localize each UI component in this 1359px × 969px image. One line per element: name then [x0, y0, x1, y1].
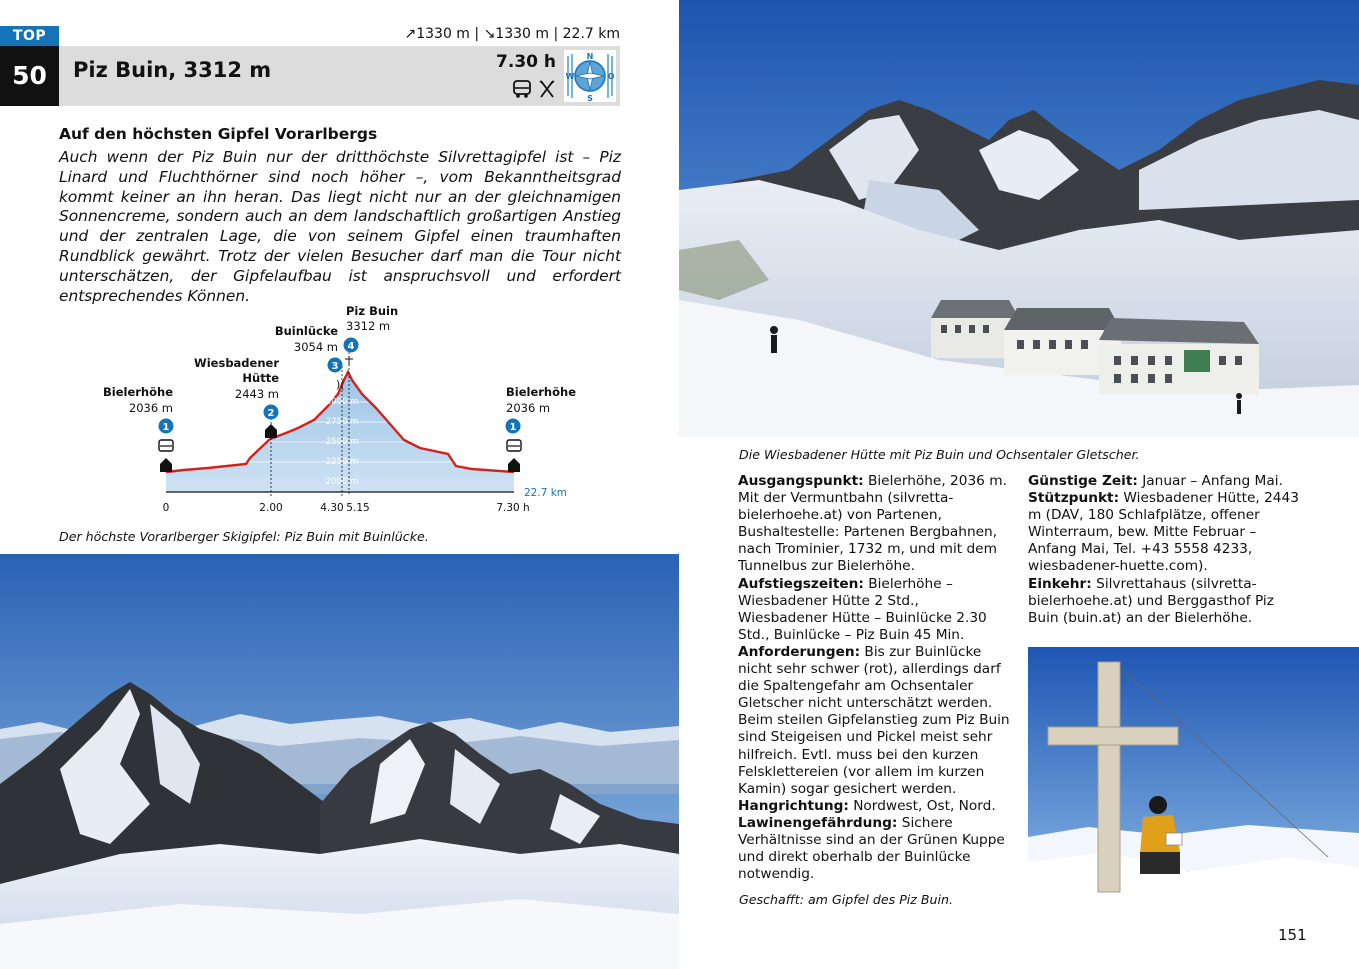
y-label-2250: 2250 m — [325, 457, 359, 467]
tour-number: 50 — [0, 46, 59, 106]
point-marker-4: 4 — [347, 341, 355, 352]
hut-icon — [160, 458, 172, 472]
x-label-515: 5.15 — [346, 502, 370, 514]
hut-icon — [508, 458, 520, 472]
y-label-2500: 2500 m — [325, 437, 359, 447]
svg-text:)(: )( — [336, 378, 345, 391]
compass-w: W — [565, 72, 575, 81]
point-name-pizbuin: Piz Buin — [346, 304, 399, 318]
point-name-hut-2: Hütte — [242, 371, 279, 385]
intro-subtitle: Auf den höchsten Gipfel Vorarlbergs — [59, 125, 378, 143]
top-badge: TOP — [0, 26, 59, 46]
caption-buin-photo: Der höchste Vorarlberger Skigipfel: Piz Buin mit Buinlücke. — [59, 529, 429, 544]
info-column-left — [738, 473, 1010, 883]
compass-s: S — [587, 94, 593, 102]
info-base: Stützpunkt: Wiesbadener Hütte, 2443 m (DAV, 180 Schlafplätze, offener Winterraum, bew. Mitte Februar – Anfang Mai, Tel. +43 5558 4233, wiesbadener-huette.com). — [1028, 490, 1299, 575]
info-requirements: Anforderungen: Bis zur Buinlücke nicht sehr schwer (rot), allerdings darf die Spaltengefahr am Ochsentaler Gletscher nicht unterschätzt werden. Beim steilen Gipfelanstieg zum Piz Buin sind Steigeisen und Pickel meist sehr hilfreich. Evtl. muss bei den kurzen Felsklettereien (vor allem im kurzen Kamin) sogar gesichert werden. — [738, 643, 1010, 797]
compass-o: O — [607, 72, 615, 81]
tour-duration: 7.30 h — [496, 52, 556, 72]
info-ascent: Aufstiegszeiten: Bielerhöhe – Wiesbadener Hütte 2 Std., Wiesbadener Hütte – Buinlücke 2.30 Std., Buinlücke – Piz Buin 45 Min. — [738, 575, 987, 643]
y-label-2000: 2000 m — [325, 477, 359, 487]
point-alt-buinluecke: 3054 m — [293, 340, 338, 354]
info-slope: Hangrichtung: Nordwest, Ost, Nord. — [738, 797, 996, 814]
hut-icon — [265, 424, 277, 438]
tour-icons — [512, 79, 557, 99]
y-label-2750: 2750 m — [325, 417, 359, 427]
point-name-hut-1: Wiesbadener — [194, 356, 279, 370]
info-stop: Einkehr: Silvrettahaus (silvretta-bielerhoehe.at) und Berggasthof Piz Buin (buin.at) an der Bielerhöhe. — [1028, 575, 1274, 626]
photo-piz-buin — [0, 554, 679, 969]
page-number: 151 — [1278, 926, 1307, 944]
x-label-430: 4.30 — [320, 502, 344, 514]
intro-text: Auch wenn der Piz Buin nur der dritthöchste Silvrettagipfel ist – Piz Linard und Fluchthörner sind noch höher –, vom Bekanntheitsgrad kommt keiner an ihn heran. Das liegt nicht nur an der gleichnamigen Sonnencreme, sondern auch an dem landschaftlich großartigen Anstieg und der zentralen Lage, die von seinem Gipfel einen traumhaften Rundblick gewährt. Trotz der vielen Besucher darf man die Tour nicht unterschätzen, der Gipfelaufbau ist anspruchsvoll und erfordert entsprechendes Können. — [59, 148, 621, 305]
point-alt-hut: 2443 m — [234, 387, 279, 401]
info-avalanche: Lawinengefährdung: Sichere Verhältnisse sind an der Grünen Kuppe und direkt oberhalb der Buinlücke notwendig. — [738, 814, 1005, 883]
point-name-bielerhoehe: Bielerhöhe — [103, 385, 173, 399]
tour-stats: ↗1330 m | ↘1330 m | 22.7 km — [404, 26, 620, 42]
elevation-profile — [100, 300, 580, 520]
info-start: Ausgangspunkt: Bielerhöhe, 2036 m. Mit der Vermuntbahn (silvretta-bielerhoehe.at) von Partenen, Bushaltestelle: Partenen Bergbahnen, nach Trominier, 1732 m, und mit dem Tunnelbus zur Bielerhöhe. — [738, 473, 1007, 575]
profile-distance: 22.7 km — [524, 487, 568, 499]
x-label-0: 0 — [162, 502, 170, 514]
caption-hut-photo: Die Wiesbadener Hütte mit Piz Buin und Ochsentaler Gletscher. — [739, 447, 1140, 462]
x-label-2: 2.00 — [259, 502, 283, 514]
y-label-3000: 3000 m — [325, 397, 359, 407]
restaurant-icon — [537, 79, 557, 99]
x-label-730: 7.30 h — [496, 502, 530, 514]
point-alt-pizbuin: 3312 m — [346, 319, 391, 333]
point-marker-1-end: 1 — [509, 422, 517, 433]
bus-icon — [512, 79, 532, 99]
point-name-bielerhoehe-end: Bielerhöhe — [506, 385, 576, 399]
info-column-right — [1028, 473, 1306, 627]
photo-wiesbadener-huette — [679, 0, 1359, 437]
point-marker-2: 2 — [267, 408, 275, 419]
point-name-buinluecke: Buinlücke — [274, 324, 338, 338]
point-marker-1: 1 — [162, 422, 170, 433]
point-alt-bielerhoehe: 2036 m — [128, 401, 173, 415]
compass-icon — [564, 50, 616, 102]
point-alt-bielerhoehe-end: 2036 m — [506, 401, 551, 415]
info-time: Günstige Zeit: Januar – Anfang Mai. — [1028, 473, 1283, 489]
point-marker-3: 3 — [331, 361, 339, 372]
caption-summit-photo: Geschafft: am Gipfel des Piz Buin. — [739, 892, 954, 907]
compass-n: N — [586, 52, 594, 61]
photo-summit-cross — [1028, 647, 1359, 906]
tour-title: Piz Buin, 3312 m — [73, 58, 272, 82]
